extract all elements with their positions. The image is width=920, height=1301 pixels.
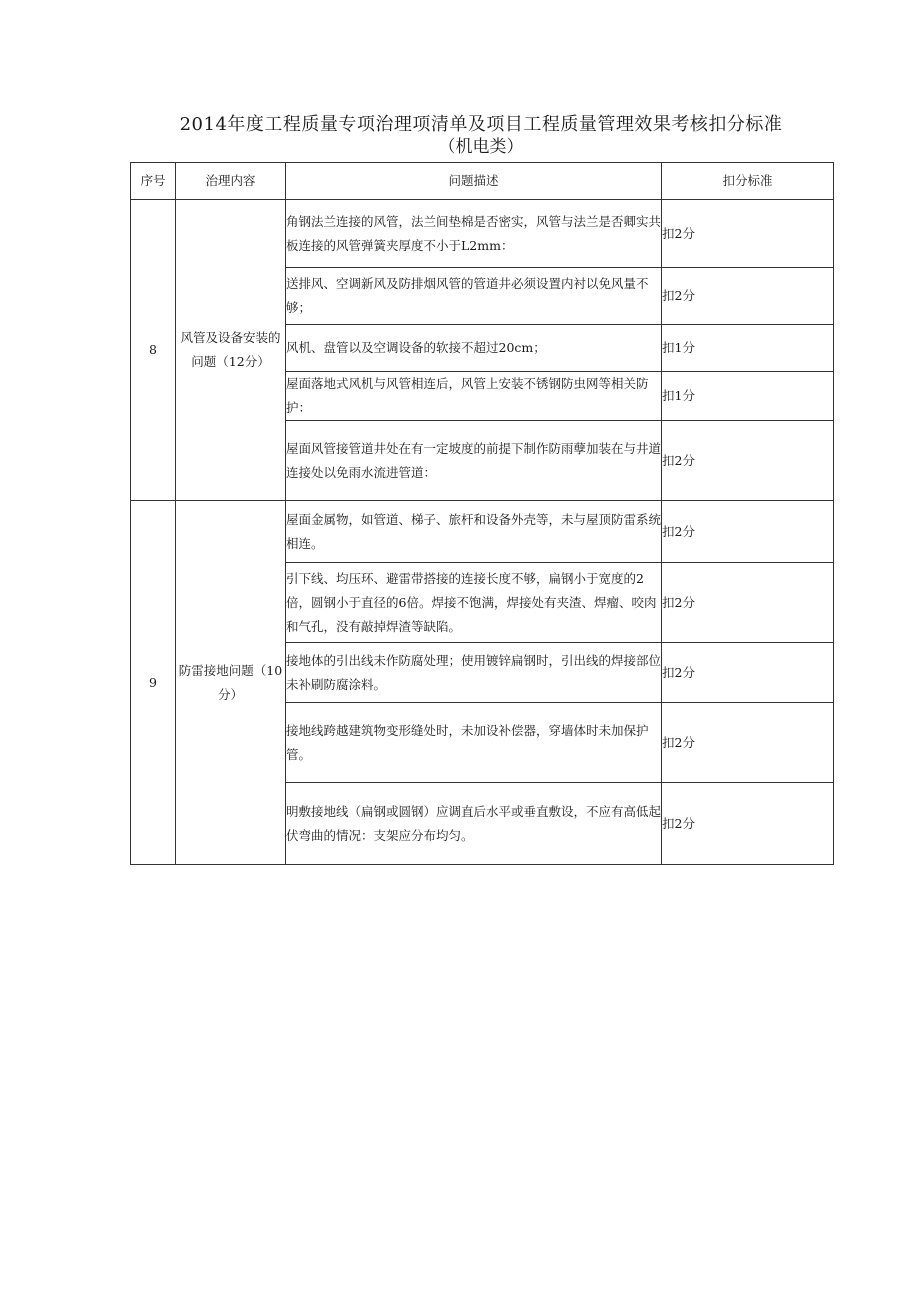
page-subtitle: （机电类） <box>438 137 524 157</box>
table-row <box>131 200 834 268</box>
assessment-table <box>130 162 834 865</box>
header-number: 序号 <box>131 163 176 200</box>
issue-description: 明敷接地线（扁钢或圆钢）应调直后水平或垂直敷设，不应有高低起伏弯曲的情况：支架应分布均匀。 <box>286 783 662 865</box>
issue-description: 屋面风管接管道井处在有一定坡度的前提下制作防雨孽加装在与井道连接处以免雨水流进管道： <box>286 421 662 501</box>
issue-description: 送排风、空调新风及防排烟风管的管道井必须设置内衬以免风量不够； <box>286 268 662 325</box>
issue-description: 引下线、均压环、避雷带搭接的连接长度不够，扁钢小于宽度的2倍，圆钢小于直径的6倍。焊接不饱满，焊接处有夹渣、焊瘤、咬肉和气孔，没有敲掉焊渣等缺陷。 <box>286 563 662 643</box>
row-category: 防雷接地问题（10分） <box>176 501 286 865</box>
issue-description: 角钢法兰连接的风管，法兰间垫棉是否密实，风管与法兰是否卿实共板连接的风管弹簧夹厚度不小于L2mm： <box>286 200 662 268</box>
issue-description: 接地线跨越建筑物变形缝处时，未加设补偿器，穿墙体时未加保护管。 <box>286 703 662 783</box>
deduction-value: 扣2分 <box>662 501 834 563</box>
deduction-value: 扣2分 <box>662 703 834 783</box>
deduction-value: 扣2分 <box>662 268 834 325</box>
deduction-value: 扣1分 <box>662 325 834 372</box>
table-header-row <box>131 163 834 200</box>
deduction-value: 扣2分 <box>662 200 834 268</box>
header-category: 治理内容 <box>176 163 286 200</box>
header-deduction: 扣分标准 <box>662 163 834 200</box>
deduction-value: 扣1分 <box>662 372 834 421</box>
deduction-value: 扣2分 <box>662 643 834 703</box>
row-number: 9 <box>131 501 176 865</box>
row-category: 风管及设备安装的问题（12分） <box>176 200 286 501</box>
issue-description: 屋面落地式风机与风管相连后，风管上安装不锈钢防虫网等相关防护： <box>286 372 662 421</box>
deduction-value: 扣2分 <box>662 783 834 865</box>
table-row <box>131 501 834 563</box>
issue-description: 接地体的引出线未作防腐处理；使用镀锌扁钢时，引出线的焊接部位未补刷防腐涂料。 <box>286 643 662 703</box>
issue-description: 屋面金属物，如管道、梯子、旅杆和设备外壳等，未与屋顶防雷系统相连。 <box>286 501 662 563</box>
row-number: 8 <box>131 200 176 501</box>
deduction-value: 扣2分 <box>662 421 834 501</box>
header-description: 问题描述 <box>286 163 662 200</box>
issue-description: 风机、盘管以及空调设备的软接不超过20cm； <box>286 325 662 372</box>
deduction-value: 扣2分 <box>662 563 834 643</box>
page-title: 2014年度工程质量专项治理项清单及项目工程质量管理效果考核扣分标准 <box>179 114 783 135</box>
